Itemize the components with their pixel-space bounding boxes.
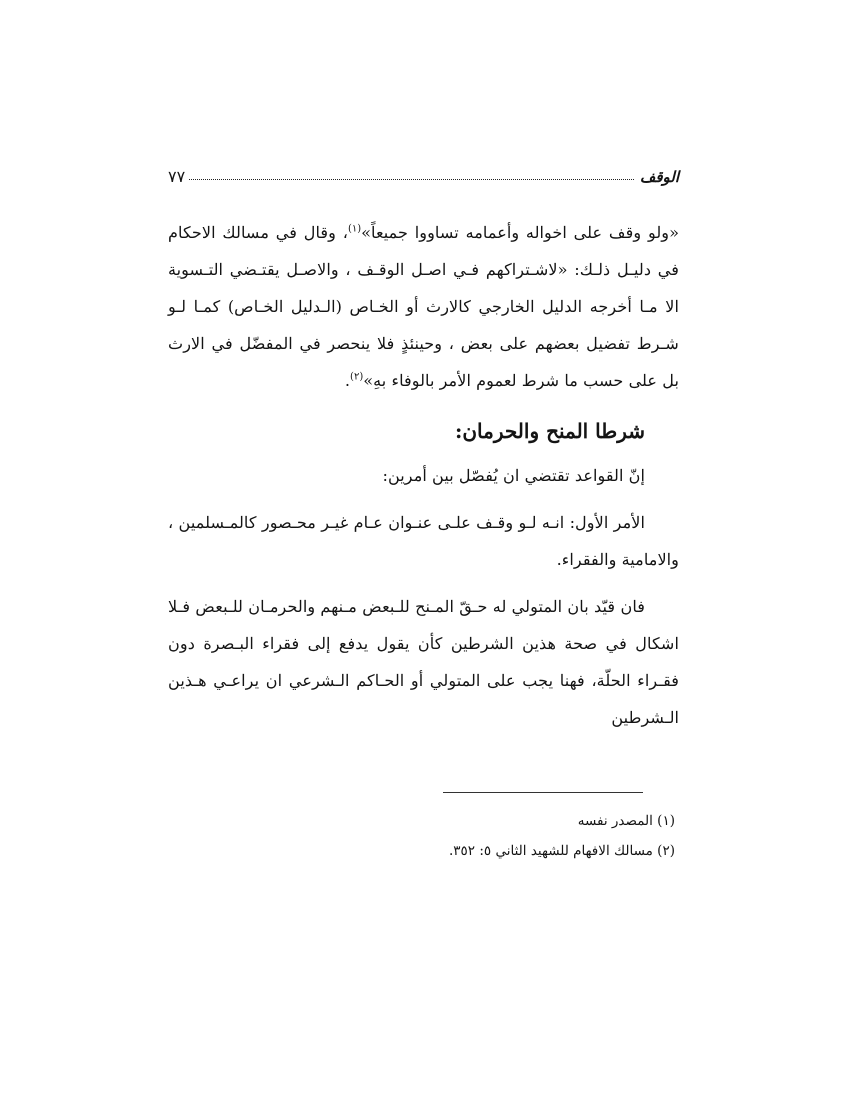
- paragraph-1-quote: «ولو وقف على اخواله وأعمامه تساووا جميعاً»: [361, 223, 679, 242]
- running-header: [168, 156, 679, 186]
- document-page: [168, 0, 679, 1100]
- paragraph-3: الأمر الأول: انـه لـو وقـف علـى عنـوان عـام غيـر محـصور كالمـسلمين ، والامامية والفقراء.: [168, 513, 679, 569]
- header-dot-leader: [189, 178, 634, 180]
- section-heading: شرطا المنح والحرمان:: [454, 419, 645, 443]
- paragraph-1-text: ، وقال في مسالك الاحكام في دليـل ذلـك: «لاشـتراكهم فـي اصـل الوقـف ، والاصـل يقتـضي التـسوية الا مـا أخرجه الدليل الخارجي كالارث أو الخـاص (الـدليل الخـاص) كمـا لـو شـرط تفضيل بعضهم على بعض ، وحينئذٍ فلا ينحصر في المفضّل في الارث بل على حسب ما شرط لعموم الأمر بالوفاء بهِ»: [168, 223, 679, 390]
- footnote-2: (٢) مسالك الافهام للشهيد الثاني ٥: ٣٥٢.: [449, 843, 675, 859]
- footnote-ref-2[interactable]: (٢): [350, 371, 364, 383]
- footnote-ref-1[interactable]: (١): [347, 223, 362, 235]
- body-text: [168, 214, 679, 736]
- paragraph-1-end: .: [344, 371, 351, 390]
- page-number: ٧٧: [168, 167, 186, 186]
- paragraph-4: فان قيّد بان المتولي له حـقّ المـنح للـبعض مـنهم والحرمـان للـبعض فـلا اشكال في صحة هذين الشرطين كأن يقول يدفع إلى فقراء البـصرة دون فقـراء الحلّة، فهنا يجب على المتولي أو الحـاكم الـشرعي ان يراعـي هـذين الـشرطين: [168, 597, 679, 727]
- footnotes: [168, 806, 675, 866]
- header-title: الوقف: [639, 168, 679, 186]
- paragraph-1: [168, 214, 679, 399]
- paragraph-2: إنّ القواعد تقتضي ان يُفصّل بين أمرين:: [382, 466, 645, 485]
- footnote-separator: [443, 792, 643, 793]
- footnote-1: (١) المصدر نفسه: [577, 813, 675, 829]
